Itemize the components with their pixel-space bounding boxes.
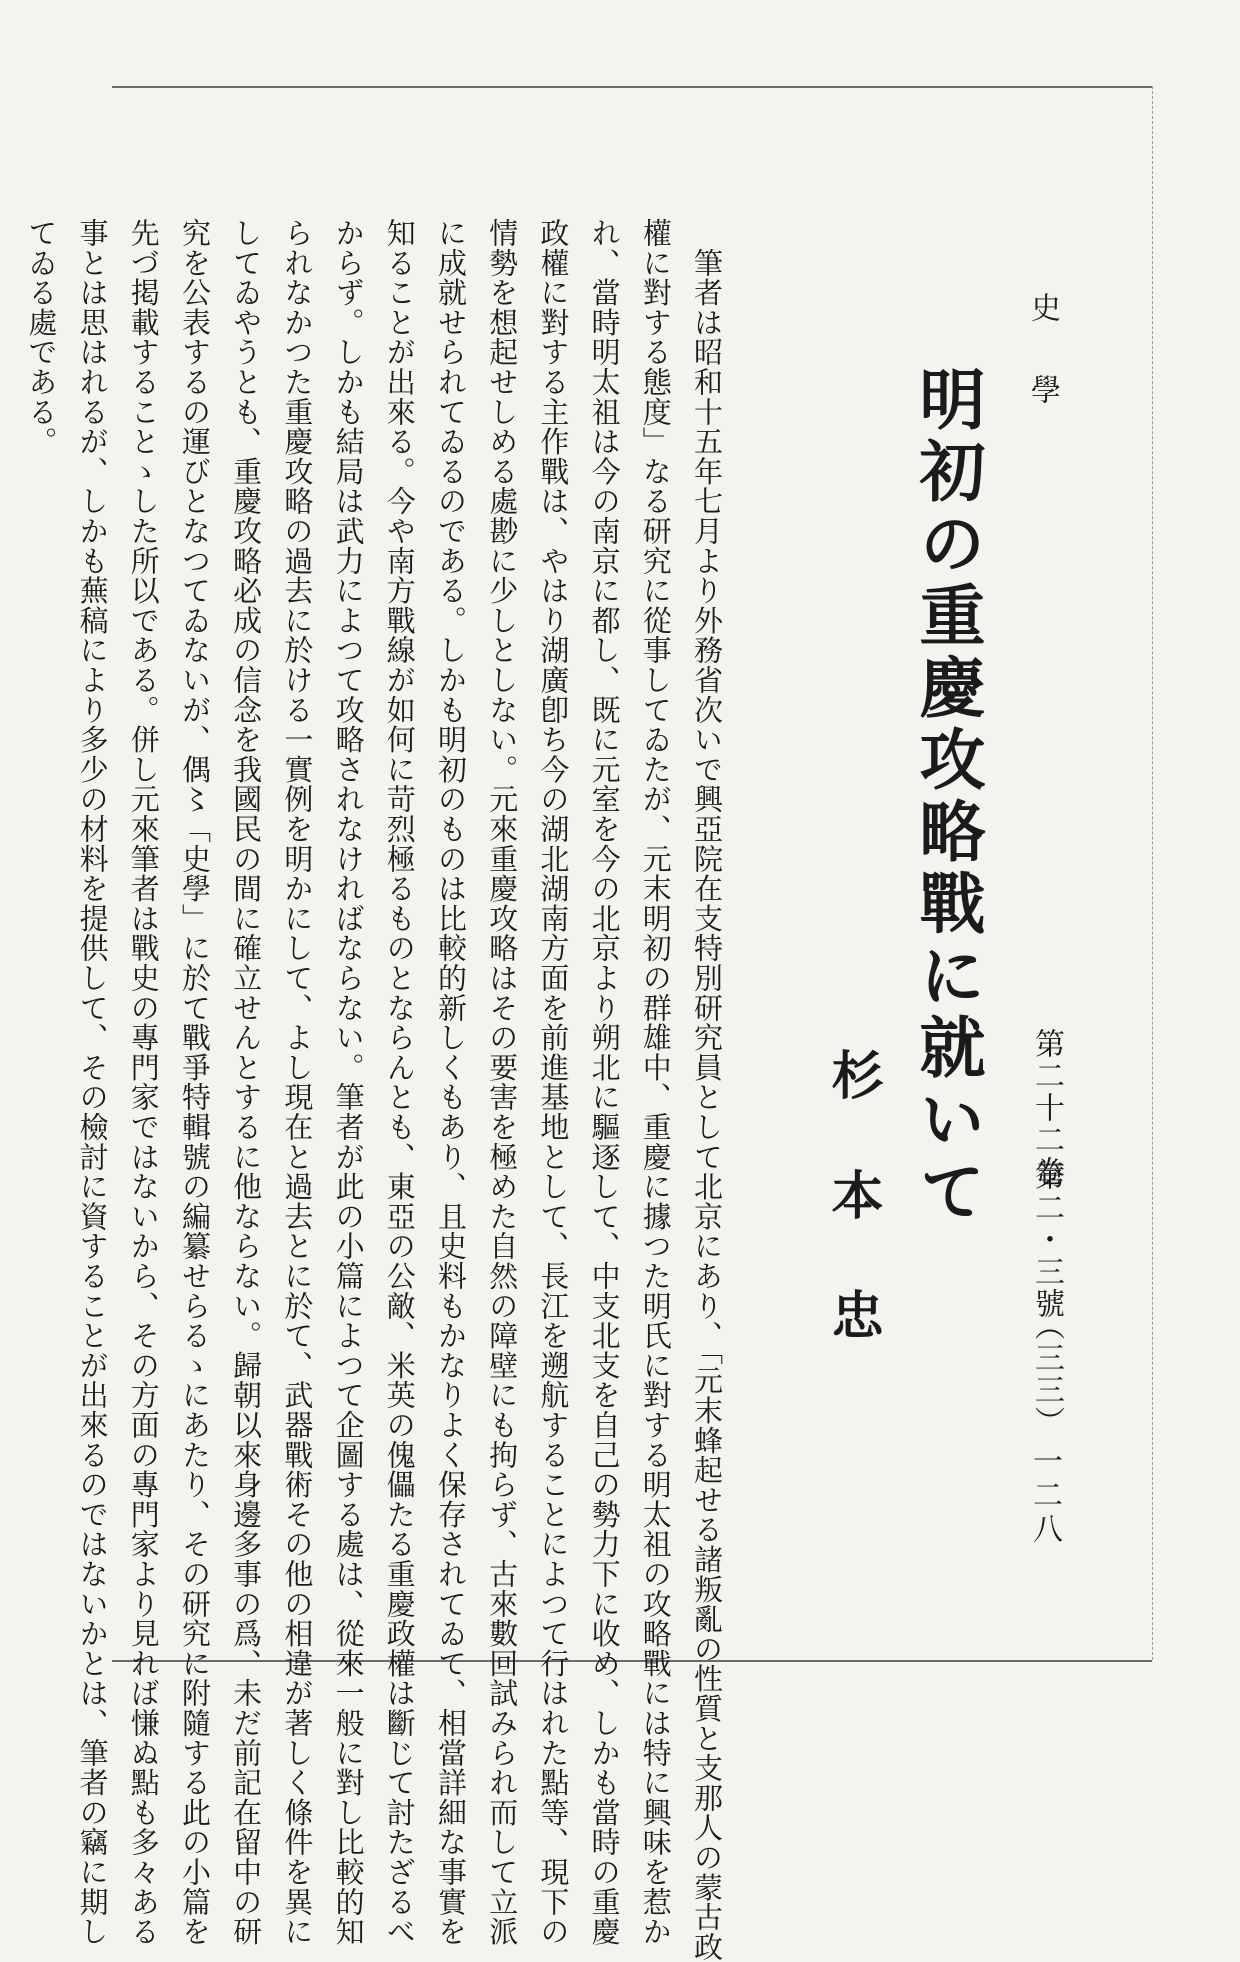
page-number: 一二八 bbox=[1027, 1445, 1062, 1547]
journal-name: 史學 bbox=[1025, 292, 1060, 456]
top-rule bbox=[112, 86, 1152, 88]
body-line: られなかつた重慶攻略の過去に於ける一實例を明かにして、よし現在と過去とに於て、武器戰術その他の相違が著しく條件を異に bbox=[280, 218, 315, 1947]
body-line: 情勢を想起せしめる處尠に少しとしない。元來重慶攻略はその要害を極めた自然の障壁にも拘らず、古來數回試みられ而して立派 bbox=[485, 218, 520, 1947]
issue-number: 第二・三號 bbox=[1029, 1160, 1064, 1320]
body-line: てゐる處である。 bbox=[24, 218, 59, 457]
body-line: 究を公表するの運びとなつてゐないが、偶〻「史學」に於て戰爭特輯號の編纂せらるゝにあたり、その研究に附隨する此の小篇を bbox=[177, 218, 212, 1947]
volume-number: 第二十二卷 bbox=[1029, 1028, 1064, 1188]
body-line: に成就せられてゐるのである。しかも明初のものは比較的新しくもあり、且史料もかなりよく保存されてゐて、相當詳細な事實を bbox=[433, 218, 468, 1947]
body-line: れ、當時明太祖は今の南京に都し、既に元室を今の北京より朔北に驅逐して、中支北支を自己の勢力下に收め、しかも當時の重慶 bbox=[587, 218, 622, 1947]
body-line: 筆者は昭和十五年七月より外務省次いで興亞院在支特別研究員として北京にあり、「元末蜂起せる諸叛亂の性質と支那人の蒙古政 bbox=[690, 218, 724, 1962]
body-line: してゐやうとも、重慶攻略必成の信念を我國民の間に確立せんとするに他ならない。歸朝以來身邊多事の爲、未だ前記在留中の研 bbox=[229, 218, 264, 1947]
body-line: 知ることが出來る。今や南方戰線が如何に苛烈極るものとならんとも、東亞の公敵、米英の傀儡たる重慶政權は斷じて討たざるべ bbox=[382, 218, 417, 1947]
body-line: 先づ掲載することゝした所以である。併し元來筆者は戰史の專門家ではないから、その方面の專門家より見れば慊ぬ點も多々ある bbox=[126, 218, 161, 1947]
bottom-rule bbox=[112, 1660, 1152, 1662]
issue-page-number: （三三） bbox=[1029, 1310, 1064, 1438]
body-line: 權に對する態度」なる研究に從事してゐたが、元末明初の群雄中、重慶に據つた明氏に對する明太祖の攻略戰には特に興味を惹か bbox=[638, 218, 673, 1947]
body-line: 政權に對する主作戰は、やはり湖廣卽ち今の湖北湖南方面を前進基地として、長江を遡航することによつて行はれた點等、現下の bbox=[536, 218, 571, 1947]
body-line: からず。しかも結局は武力によつて攻略されなければならない。筆者が此の小篇によつて企圖する處は、從來一般に對し比較的知 bbox=[331, 218, 366, 1947]
article-title: 明初の重慶攻略戰に就いて bbox=[908, 365, 986, 1229]
article-body bbox=[24, 218, 732, 1962]
article-author: 杉本忠 bbox=[822, 1048, 883, 1408]
body-line: 事とは思はれるが、しかも蕪稿により多少の材料を提供して、その檢討に資することが出來るのではないかとは、筆者の竊に期し bbox=[75, 218, 110, 1947]
right-margin-rule bbox=[1152, 86, 1153, 1660]
